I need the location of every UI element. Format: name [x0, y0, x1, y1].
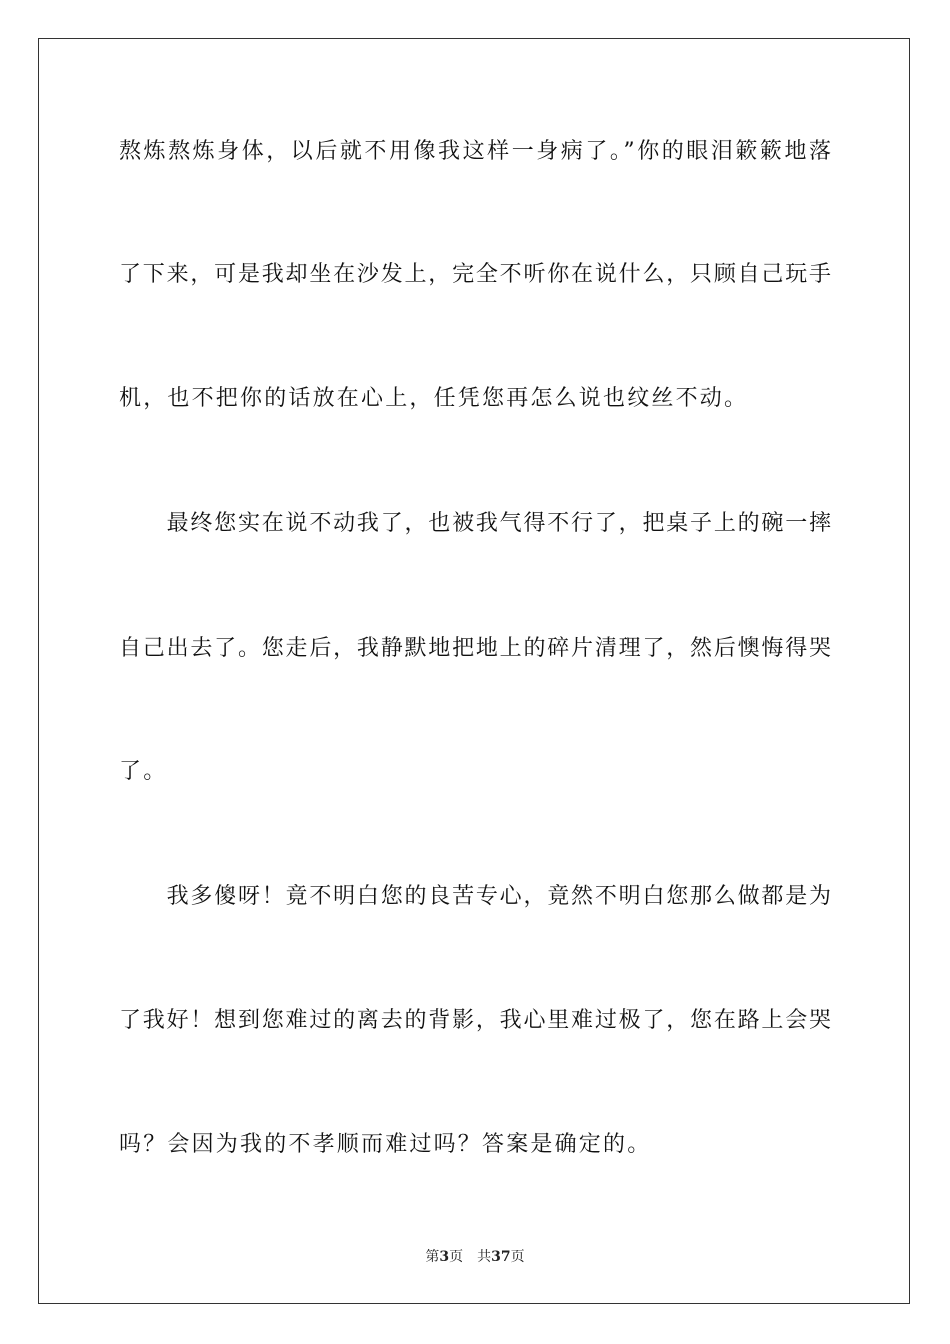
footer-page-number: 3: [439, 1249, 450, 1265]
text-line-7: 我多傻呀！竟不明白您的良苦专心，竟然不明白您那么做都是为: [119, 884, 831, 909]
text-line-8: 了我好！想到您难过的离去的背影，我心里难过极了，您在路上会哭: [119, 1008, 831, 1033]
footer-total-suffix: 页: [510, 1249, 525, 1265]
footer-page-prefix: 第: [425, 1249, 440, 1265]
footer-total-prefix: 共: [477, 1249, 492, 1265]
text-line-9: 吗？会因为我的不孝顺而难过吗？答案是确定的。: [119, 1132, 652, 1157]
text-line-2: 了下来，可是我却坐在沙发上，完全不听你在说什么，只顾自己玩手: [119, 262, 831, 287]
page-border: [38, 38, 910, 1304]
text-line-5: 自己出去了。您走后，我静默地把地上的碎片清理了，然后懊悔得哭: [119, 636, 831, 661]
text-line-4: 最终您实在说不动我了，也被我气得不行了，把桌子上的碗一摔: [119, 511, 831, 536]
text-line-6: 了。: [119, 759, 168, 784]
text-line-1: 熬炼熬炼身体，以后就不用像我这样一身病了。”你的眼泪簌簌地落: [119, 139, 831, 164]
text-line-3: 机，也不把你的话放在心上，任凭您再怎么说也纹丝不动。: [119, 386, 749, 411]
footer-total-pages: 37: [491, 1249, 511, 1265]
footer-page-suffix: 页: [449, 1249, 464, 1265]
page-footer: [0, 1248, 950, 1266]
